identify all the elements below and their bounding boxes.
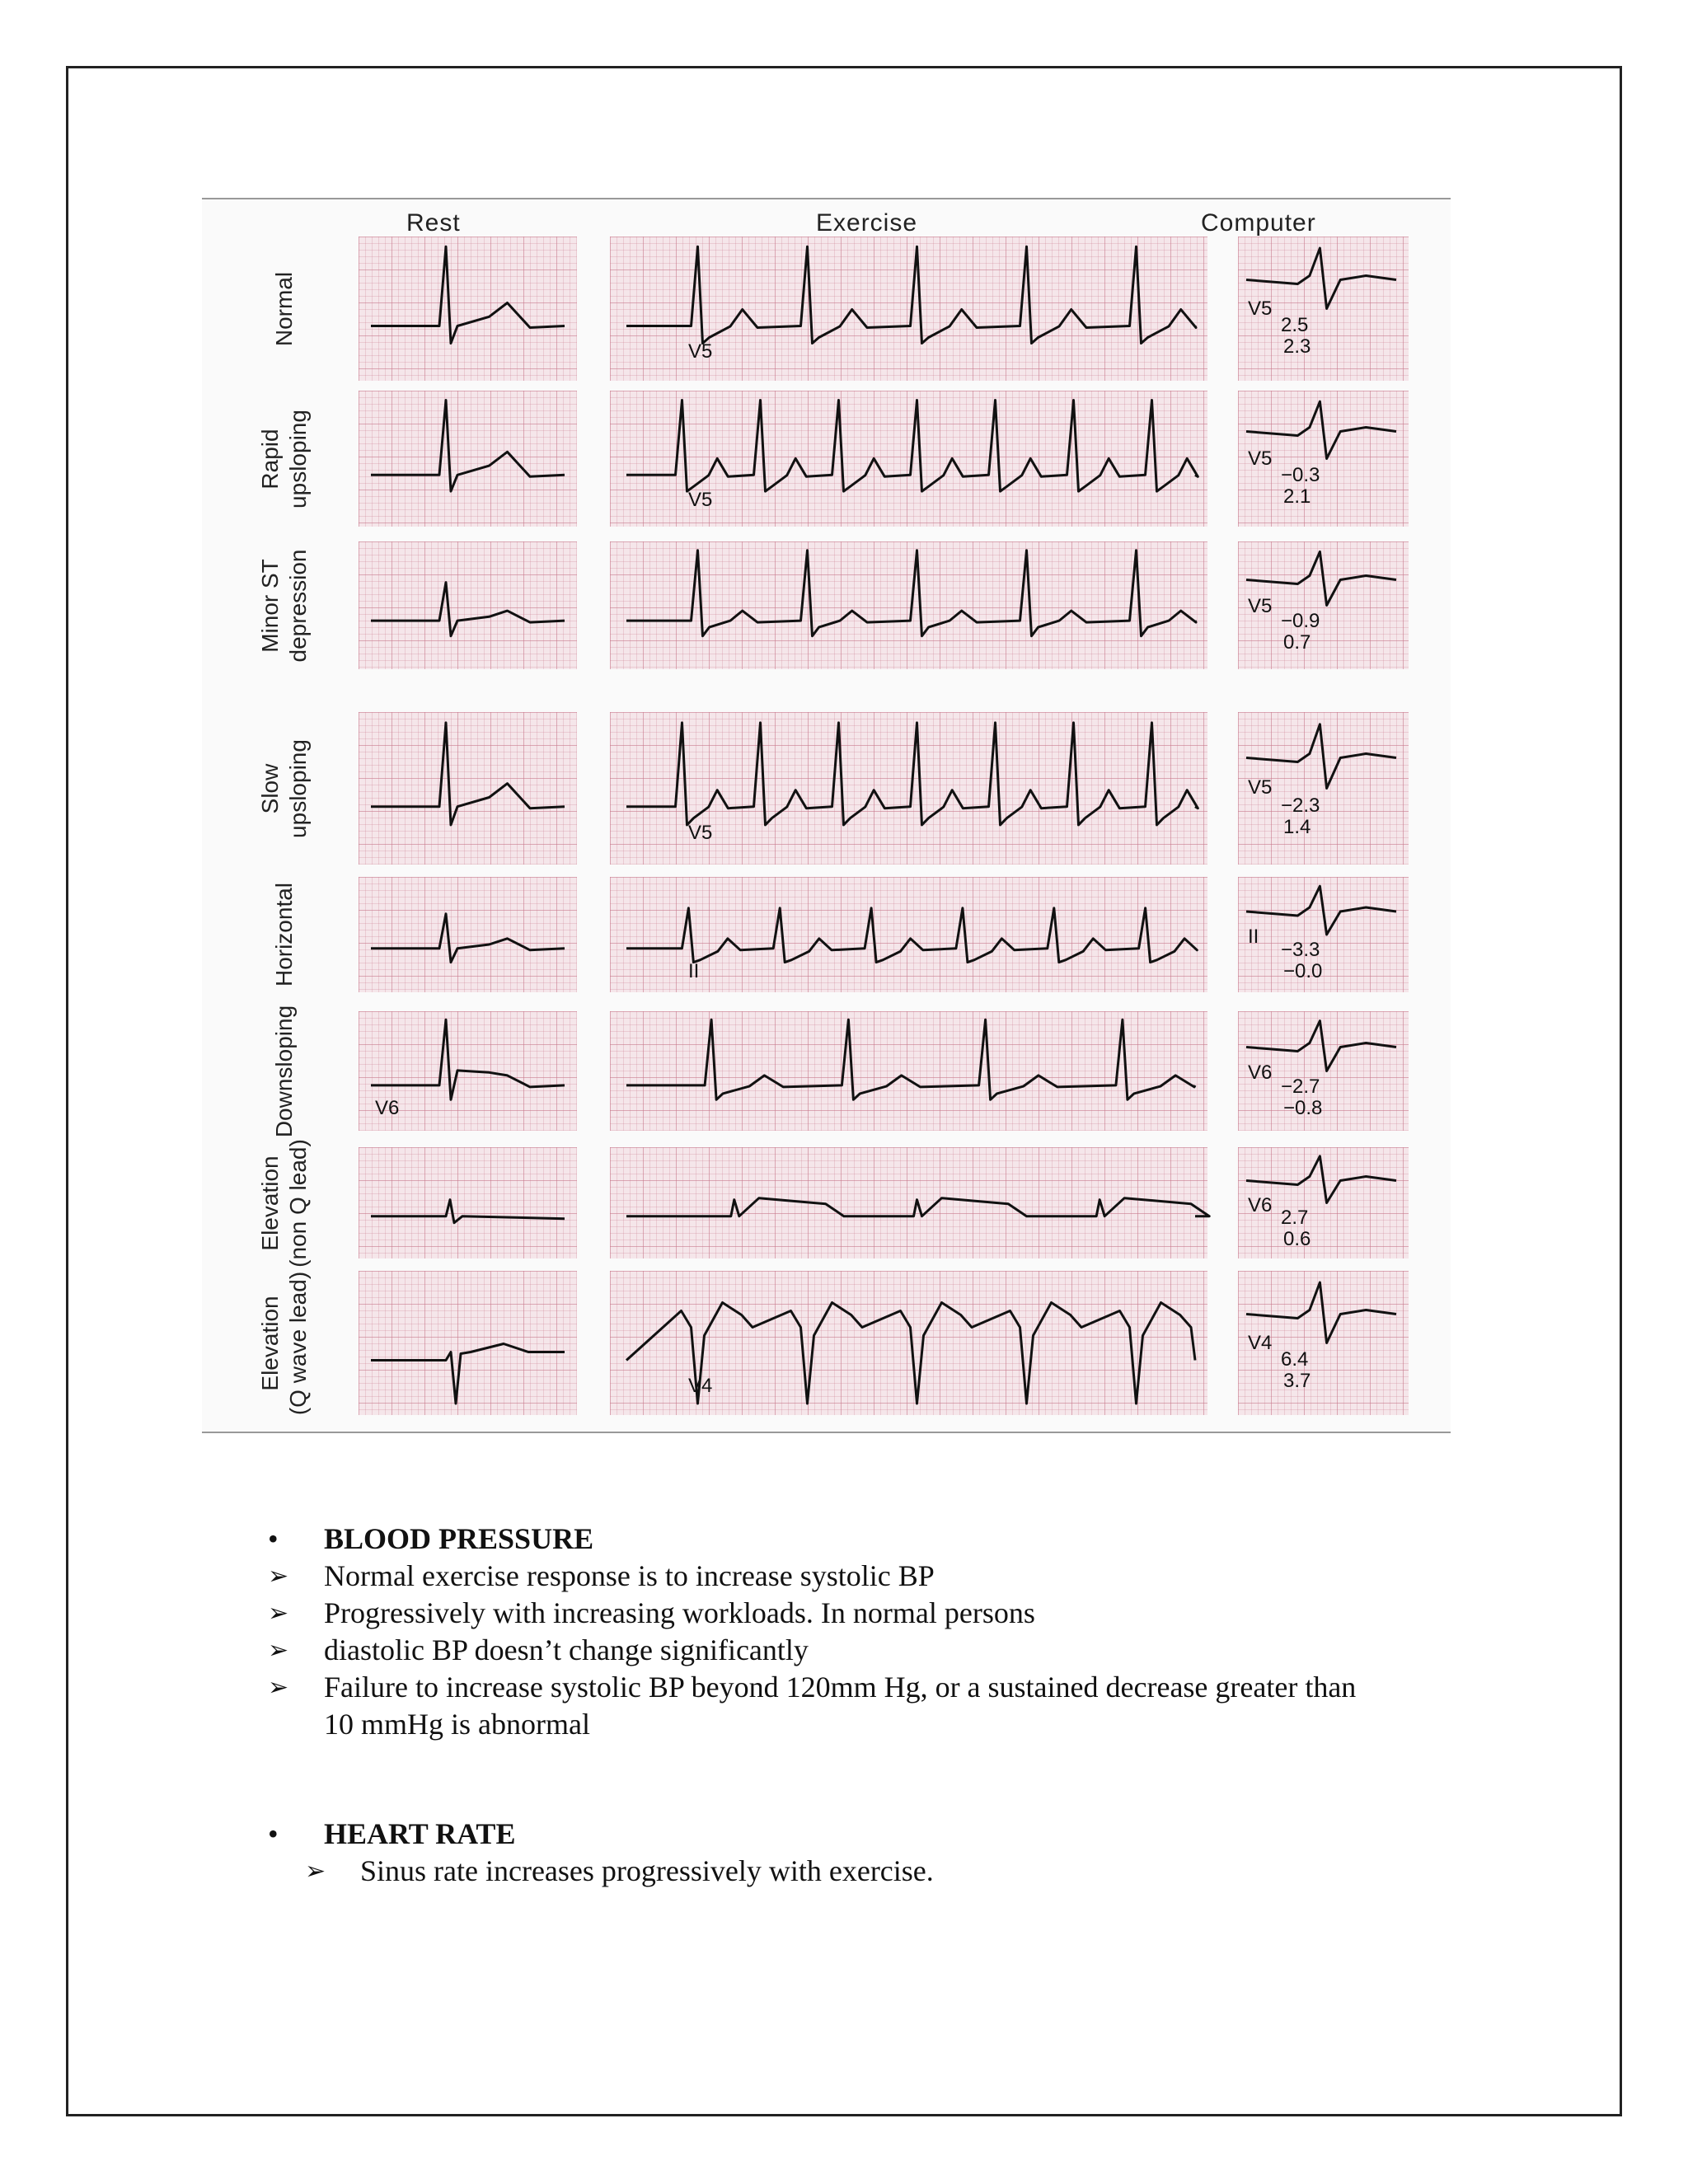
row-label-text bbox=[256, 1271, 312, 1414]
exercise-ecg-panel bbox=[610, 541, 1207, 669]
arrow-bullet-icon: ➢ bbox=[268, 1673, 289, 1702]
rest-ecg-panel bbox=[359, 712, 577, 865]
lead-label: V5 bbox=[1248, 776, 1273, 799]
row-label-line: (non Q lead) bbox=[285, 1138, 311, 1268]
row-label-line: Normal bbox=[271, 271, 297, 346]
rest-ecg-panel bbox=[359, 1147, 577, 1258]
ecg-st-response-figure bbox=[202, 198, 1451, 1433]
bullet: • bbox=[268, 1522, 279, 1555]
ecg-trace bbox=[626, 551, 1196, 636]
row-label-line: upsloping bbox=[285, 738, 311, 838]
ecg-trace bbox=[371, 1019, 565, 1099]
exercise-ecg-panel bbox=[610, 237, 1207, 381]
lead-label: V6 bbox=[1248, 1193, 1273, 1216]
exercise-ecg-panel bbox=[610, 1271, 1207, 1415]
ecg-trace bbox=[626, 1019, 1195, 1099]
ecg-waveform bbox=[359, 712, 577, 865]
ecg-trace bbox=[626, 401, 1198, 492]
arrow-bullet-icon: ➢ bbox=[268, 1562, 289, 1591]
ecg-trace bbox=[371, 246, 565, 343]
st-measure-value: −0.9 bbox=[1281, 610, 1320, 633]
section-heading-heart-rate: HEART RATE bbox=[324, 1817, 516, 1850]
row-label bbox=[227, 1271, 342, 1415]
lead-label: V6 bbox=[1248, 1061, 1273, 1084]
row-label-line: upsloping bbox=[285, 409, 311, 509]
st-measure-value: −3.3 bbox=[1281, 939, 1320, 961]
list-item-text: Normal exercise response is to increase systolic BP bbox=[324, 1559, 935, 1592]
ecg-trace bbox=[626, 908, 1197, 963]
row-label-text bbox=[256, 1139, 312, 1268]
row-label-line: Minor ST bbox=[257, 558, 283, 653]
ecg-waveform bbox=[610, 541, 1207, 669]
row-label bbox=[227, 877, 342, 992]
exercise-ecg-panel bbox=[610, 712, 1207, 865]
row-label-text bbox=[256, 410, 312, 509]
st-measure-value: 6.4 bbox=[1281, 1348, 1309, 1371]
exercise-ecg-panel bbox=[610, 1147, 1207, 1258]
st-measure-value: −0.0 bbox=[1283, 960, 1323, 982]
ecg-waveform bbox=[359, 1271, 577, 1415]
st-measure-value: 0.7 bbox=[1283, 631, 1311, 654]
st-measure-value: 2.1 bbox=[1283, 485, 1311, 508]
ecg-trace bbox=[371, 1200, 565, 1223]
list-item-text: Progressively with increasing workloads. In normal persons bbox=[324, 1596, 1035, 1629]
column-header-rest: Rest bbox=[406, 209, 461, 237]
computer-ecg-panel bbox=[1238, 1147, 1409, 1258]
lead-label: V5 bbox=[688, 488, 713, 511]
ecg-trace bbox=[371, 723, 565, 825]
row-label bbox=[227, 712, 342, 865]
exercise-ecg-panel bbox=[610, 877, 1207, 992]
ecg-waveform bbox=[610, 1011, 1207, 1131]
list-item bbox=[268, 1669, 1504, 1706]
computer-ecg-panel bbox=[1238, 391, 1409, 527]
rest-ecg-panel bbox=[359, 237, 577, 381]
st-measure-value: 2.3 bbox=[1283, 335, 1311, 359]
exercise-ecg-panel bbox=[610, 1011, 1207, 1131]
rest-ecg-panel bbox=[359, 877, 577, 992]
row-label bbox=[227, 237, 342, 381]
rest-ecg-panel bbox=[359, 391, 577, 527]
ecg-waveform bbox=[610, 1147, 1207, 1258]
ecg-waveform bbox=[610, 877, 1207, 992]
list-item bbox=[268, 1632, 1504, 1669]
exercise-ecg-panel bbox=[610, 391, 1207, 527]
arrow-bullet-icon: ➢ bbox=[305, 1857, 326, 1886]
lead-label: V5 bbox=[1248, 595, 1273, 618]
st-measure-value: −0.8 bbox=[1283, 1096, 1323, 1119]
st-measure-value: 2.5 bbox=[1281, 314, 1309, 337]
st-measure-value: −0.3 bbox=[1281, 463, 1320, 486]
text-block bbox=[268, 1521, 1504, 1890]
computer-ecg-panel bbox=[1238, 1271, 1409, 1415]
ecg-waveform bbox=[359, 877, 577, 992]
lead-label: II bbox=[1248, 925, 1259, 948]
row-label bbox=[227, 391, 342, 527]
ecg-trace bbox=[371, 583, 565, 636]
ecg-trace bbox=[371, 914, 565, 963]
lead-label: V5 bbox=[1248, 297, 1273, 320]
ecg-waveform bbox=[359, 1147, 577, 1258]
st-measure-value: 0.6 bbox=[1283, 1228, 1311, 1251]
lead-label: V5 bbox=[688, 340, 713, 363]
st-measure-value: 3.7 bbox=[1283, 1370, 1311, 1393]
ecg-trace bbox=[371, 401, 565, 492]
row-label-line: Slow bbox=[257, 763, 283, 813]
ecg-waveform bbox=[359, 391, 577, 527]
column-header-exercise: Exercise bbox=[816, 209, 918, 237]
computer-ecg-panel bbox=[1238, 237, 1409, 381]
computer-ecg-panel bbox=[1238, 877, 1409, 992]
rest-ecg-panel bbox=[359, 1271, 577, 1415]
ecg-trace bbox=[626, 723, 1198, 825]
lead-label: V6 bbox=[375, 1097, 400, 1120]
bp-heading-line bbox=[268, 1521, 1504, 1558]
arrow-bullet-icon: ➢ bbox=[268, 1599, 289, 1628]
lead-label: V5 bbox=[688, 822, 713, 845]
hr-heading-line bbox=[268, 1816, 1504, 1853]
computer-ecg-panel bbox=[1238, 1011, 1409, 1131]
row-label-text bbox=[256, 739, 312, 838]
row-label-text bbox=[270, 271, 298, 345]
row-label-line: Rapid bbox=[257, 428, 283, 490]
ecg-trace bbox=[1246, 886, 1396, 935]
row-label bbox=[227, 541, 342, 669]
lead-label: II bbox=[688, 959, 700, 982]
ecg-waveform bbox=[359, 237, 577, 381]
row-label-line: Elevation bbox=[257, 1155, 283, 1251]
row-label-line: Downsloping bbox=[271, 1005, 297, 1137]
st-measure-value: 2.7 bbox=[1281, 1207, 1309, 1230]
st-measure-value: −2.3 bbox=[1281, 794, 1320, 817]
row-label-text bbox=[270, 883, 298, 987]
computer-ecg-panel bbox=[1238, 712, 1409, 865]
st-measure-value: 1.4 bbox=[1283, 815, 1311, 838]
lead-label: V4 bbox=[1248, 1331, 1273, 1354]
ecg-trace bbox=[626, 246, 1196, 343]
row-label bbox=[227, 1005, 342, 1137]
list-item bbox=[268, 1558, 1504, 1595]
ecg-waveform bbox=[359, 541, 577, 669]
lead-label: V4 bbox=[688, 1375, 713, 1397]
row-label-text bbox=[256, 549, 312, 662]
bullet: • bbox=[268, 1817, 279, 1850]
section-heading-blood-pressure: BLOOD PRESSURE bbox=[324, 1522, 594, 1555]
list-item-text: Sinus rate increases progressively with exercise. bbox=[360, 1854, 934, 1887]
list-item bbox=[268, 1595, 1504, 1632]
arrow-bullet-icon: ➢ bbox=[268, 1636, 289, 1665]
list-item-text: diastolic BP doesn’t change significantly bbox=[324, 1633, 809, 1666]
list-item-text: Failure to increase systolic BP beyond 120mm Hg, or a sustained decrease greater than bbox=[324, 1671, 1357, 1704]
rest-ecg-panel bbox=[359, 1011, 577, 1131]
ecg-trace bbox=[371, 1344, 565, 1404]
row-label-line: Horizontal bbox=[271, 882, 297, 987]
rest-ecg-panel bbox=[359, 541, 577, 669]
list-item bbox=[268, 1853, 1504, 1890]
row-label-line: Elevation bbox=[257, 1295, 283, 1391]
row-label-line: (Q wave lead) bbox=[285, 1271, 311, 1415]
row-label-line: depression bbox=[285, 549, 311, 662]
row-label bbox=[227, 1138, 342, 1268]
list-item-continuation bbox=[268, 1706, 1504, 1743]
ecg-trace bbox=[626, 1198, 1209, 1216]
list-item-text: 10 mmHg is abnormal bbox=[324, 1708, 590, 1741]
column-header-computer: Computer bbox=[1201, 209, 1316, 237]
row-label-text bbox=[270, 1005, 298, 1137]
st-measure-value: −2.7 bbox=[1281, 1075, 1320, 1098]
ecg-waveform bbox=[1238, 877, 1409, 992]
lead-label: V5 bbox=[1248, 448, 1273, 471]
computer-ecg-panel bbox=[1238, 541, 1409, 669]
